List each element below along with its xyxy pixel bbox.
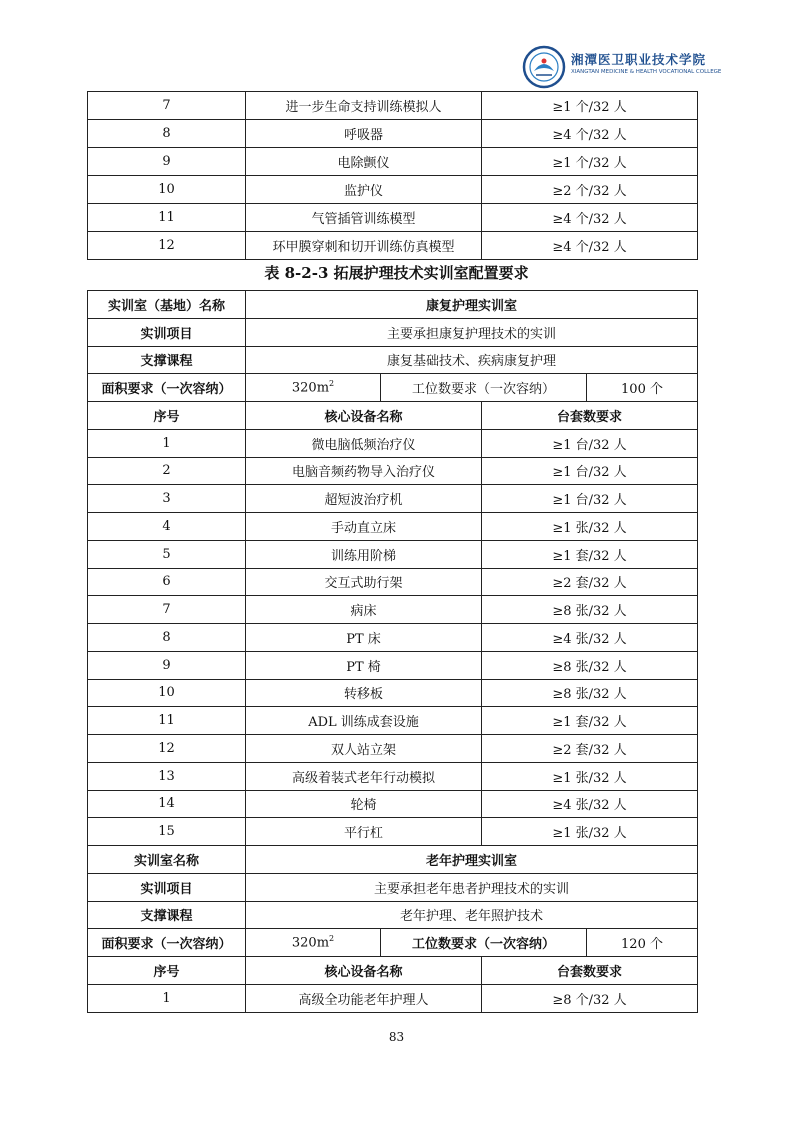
equipment-name: 进一步生命支持训练模拟人 [246,92,482,120]
first-aid-equipment-rows [88,92,698,260]
quantity-requirement: ≥8 张/32 人 [482,651,698,679]
project-value: 主要承担老年患者护理技术的实训 [246,873,698,901]
column-header-number: 序号 [88,402,246,430]
row-number: 1 [88,984,246,1012]
column-header-number: 序号 [88,957,246,985]
equipment-name: 高级全功能老年护理人 [246,984,482,1012]
table-row [88,457,698,485]
row-number: 3 [88,485,246,513]
quantity-requirement: ≥1 个/32 人 [482,92,698,120]
quantity-requirement: ≥2 套/32 人 [482,735,698,763]
row-number: 11 [88,707,246,735]
area-number: 320m [291,380,330,396]
area-unit-exponent: 2 [329,934,335,944]
station-value: 100 个 [587,374,698,402]
logo-subtitle: XIANGTAN MEDICINE & HEALTH VOCATIONAL COLLEGE [571,69,722,75]
row-number: 12 [88,735,246,763]
column-header-name: 核心设备名称 [246,957,482,985]
row-number: 13 [88,762,246,790]
equipment-name: 交互式助行架 [246,568,482,596]
equipment-name: 电脑音频药物导入治疗仪 [246,457,482,485]
row-number: 15 [88,818,246,846]
row-number: 14 [88,790,246,818]
elderly-course-row [88,901,698,929]
logo-name: 湘潭医卫职业技术学院 [571,52,707,67]
room-label: 实训室（基地）名称 [88,291,246,319]
table-row [88,204,698,232]
equipment-name: ADL 训练成套设施 [246,707,482,735]
quantity-requirement: ≥2 个/32 人 [482,176,698,204]
project-value: 主要承担康复护理技术的实训 [246,318,698,346]
area-label: 面积要求（一次容纳） [88,374,246,402]
row-number: 6 [88,568,246,596]
table-row [88,596,698,624]
station-label: 工位数要求（一次容纳） [381,929,587,957]
equipment-name: 双人站立架 [246,735,482,763]
room-name: 老年护理实训室 [246,846,698,874]
column-header-name: 核心设备名称 [246,402,482,430]
row-number: 10 [88,176,246,204]
quantity-requirement: ≥4 张/32 人 [482,624,698,652]
quantity-requirement: ≥1 张/32 人 [482,513,698,541]
table-row [88,624,698,652]
row-number: 2 [88,457,246,485]
table-row [88,707,698,735]
equipment-name: 轮椅 [246,790,482,818]
elderly-area-row [88,929,698,957]
area-unit-exponent: 2 [329,379,335,389]
equipment-name: 电除颤仪 [246,148,482,176]
project-label: 实训项目 [88,873,246,901]
equipment-name: 气管插管训练模型 [246,204,482,232]
table-row [88,232,698,260]
equipment-name: 超短波治疗机 [246,485,482,513]
quantity-requirement: ≥4 张/32 人 [482,790,698,818]
room-name: 康复护理实训室 [246,291,698,319]
quantity-requirement: ≥2 套/32 人 [482,568,698,596]
row-number: 1 [88,429,246,457]
table-row [88,540,698,568]
elderly-project-row [88,873,698,901]
table-row [88,762,698,790]
row-number: 5 [88,540,246,568]
equipment-name: 平行杠 [246,818,482,846]
quantity-requirement: ≥8 张/32 人 [482,679,698,707]
table-row [88,735,698,763]
row-number: 12 [88,232,246,260]
quantity-requirement: ≥4 个/32 人 [482,204,698,232]
table-row [88,679,698,707]
elderly-room-row [88,846,698,874]
rehab-room-row [88,291,698,319]
table-row [88,148,698,176]
table-row [88,984,698,1012]
quantity-requirement: ≥1 台/32 人 [482,485,698,513]
college-logo [522,45,722,89]
college-emblem-icon [522,45,566,89]
row-number: 8 [88,624,246,652]
room-label: 实训室名称 [88,846,246,874]
quantity-requirement: ≥1 台/32 人 [482,429,698,457]
equipment-name: 监护仪 [246,176,482,204]
table-row [88,568,698,596]
table-row [88,513,698,541]
equipment-name: 手动直立床 [246,513,482,541]
equipment-name: 高级着装式老年行动模拟 [246,762,482,790]
station-label: 工位数要求（一次容纳） [381,374,587,402]
equipment-name: 训练用阶梯 [246,540,482,568]
extended-nursing-lab-table [87,290,698,1013]
table-row [88,92,698,120]
column-header-quantity: 台套数要求 [482,957,698,985]
table-row [88,818,698,846]
course-label: 支撑课程 [88,346,246,374]
project-label: 实训项目 [88,318,246,346]
elderly-header-row [88,957,698,985]
course-label: 支撑课程 [88,901,246,929]
row-number: 11 [88,204,246,232]
quantity-requirement: ≥1 台/32 人 [482,457,698,485]
extended-nursing-lab-rows [88,291,698,1013]
quantity-requirement: ≥4 个/32 人 [482,232,698,260]
table-row [88,790,698,818]
table-row [88,176,698,204]
equipment-name: PT 床 [246,624,482,652]
rehab-course-row [88,346,698,374]
page-number: 83 [388,1030,405,1044]
quantity-requirement: ≥8 个/32 人 [482,984,698,1012]
equipment-name: 微电脑低频治疗仪 [246,429,482,457]
table-row [88,120,698,148]
row-number: 9 [88,148,246,176]
row-number: 8 [88,120,246,148]
quantity-requirement: ≥1 套/32 人 [482,540,698,568]
rehab-project-row [88,318,698,346]
column-header-quantity: 台套数要求 [482,402,698,430]
equipment-name: 转移板 [246,679,482,707]
rehab-header-row [88,402,698,430]
area-value [246,374,381,402]
quantity-requirement: ≥1 张/32 人 [482,762,698,790]
row-number: 7 [88,596,246,624]
table-row [88,485,698,513]
quantity-requirement: ≥1 张/32 人 [482,818,698,846]
equipment-name: PT 椅 [246,651,482,679]
course-value: 老年护理、老年照护技术 [246,901,698,929]
quantity-requirement: ≥4 个/32 人 [482,120,698,148]
table-caption: 表 8-2-3 拓展护理技术实训室配置要求 [264,264,529,282]
row-number: 10 [88,679,246,707]
row-number: 7 [88,92,246,120]
area-value [246,929,381,957]
course-value: 康复基础技术、疾病康复护理 [246,346,698,374]
quantity-requirement: ≥8 张/32 人 [482,596,698,624]
first-aid-equipment-table [87,91,698,260]
row-number: 4 [88,513,246,541]
rehab-area-row [88,374,698,402]
quantity-requirement: ≥1 个/32 人 [482,148,698,176]
area-number: 320m [291,935,330,951]
equipment-name: 呼吸器 [246,120,482,148]
area-label: 面积要求（一次容纳） [88,929,246,957]
equipment-name: 病床 [246,596,482,624]
row-number: 9 [88,651,246,679]
station-value: 120 个 [587,929,698,957]
quantity-requirement: ≥1 套/32 人 [482,707,698,735]
equipment-name: 环甲膜穿刺和切开训练仿真模型 [246,232,482,260]
table-row [88,651,698,679]
table-row [88,429,698,457]
